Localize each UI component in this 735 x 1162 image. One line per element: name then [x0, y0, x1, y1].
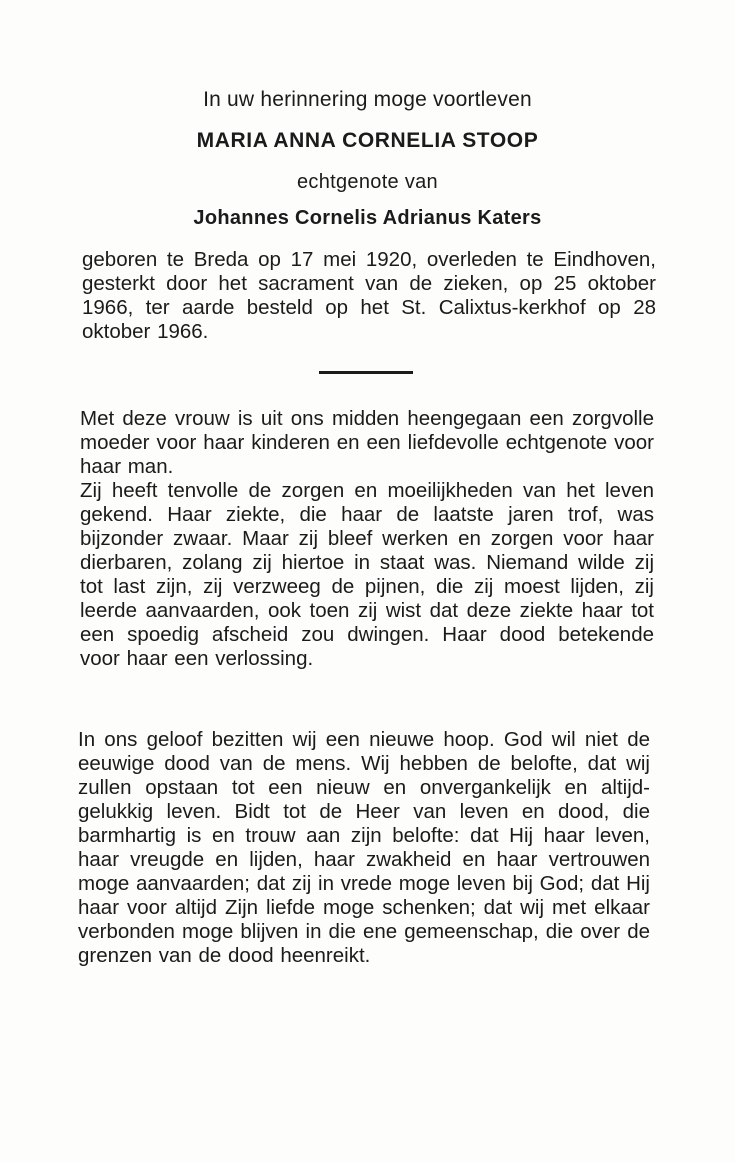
deceased-name: MARIA ANNA CORNELIA STOOP: [196, 129, 539, 152]
paragraph-3: In ons geloof bezitten wij een nieuwe hoop. God wil niet de eeuwige dood van de mens. Wij hebben de belofte, dat wij zullen opstaan tot een nieuw en onvergankelijk en altijd-gelukkig leven. Bidt tot de Heer van leven en dood, die barmhartig is en trouw aan zijn belofte: dat Hij haar leven, haar vreugde en lijden, haar zwakheid en haar vertrouwen moge aanvaarden; dat zij in vrede moge leven bij God; dat Hij haar voor altijd Zijn liefde moge schenken; dat wij met elkaar verbonden moge blijven in die ene gemeenschap, die over de grenzen van de dood heenreikt.: [78, 728, 650, 967]
intro-line: In uw herinnering moge voortleven: [203, 88, 532, 111]
paragraph-1: Met deze vrouw is uit ons midden heengegaan een zorgvolle moeder voor haar kinderen en een liefdevolle echtgenote voor haar man.: [80, 407, 654, 478]
relation-line: echtgenote van: [297, 171, 438, 193]
biography-text: geboren te Breda op 17 mei 1920, overleden te Eindhoven, gesterkt door het sacrament van de zieken, op 25 oktober 1966, ter aarde besteld op het St. Calixtus-kerkhof op 28 oktober 1966.: [82, 248, 656, 343]
paragraph-2: Zij heeft tenvolle de zorgen en moeilijkheden van het leven gekend. Haar ziekte, die haar de laatste jaren trof, was bijzonder zwaar. Maar zij bleef werken en zorgen voor haar dierbaren, zolang zij hiertoe in staat was. Niemand wilde zij tot last zijn, zij verzweeg de pijnen, die zij moest lijden, zij leerde aanvaarden, ook toen zij wist dat deze ziekte haar tot een spoedig afscheid zou dwingen. Haar dood betekende voor haar een verlossing.: [80, 479, 654, 670]
divider-line: [319, 371, 413, 374]
spouse-name: Johannes Cornelis Adrianus Katers: [193, 207, 542, 229]
